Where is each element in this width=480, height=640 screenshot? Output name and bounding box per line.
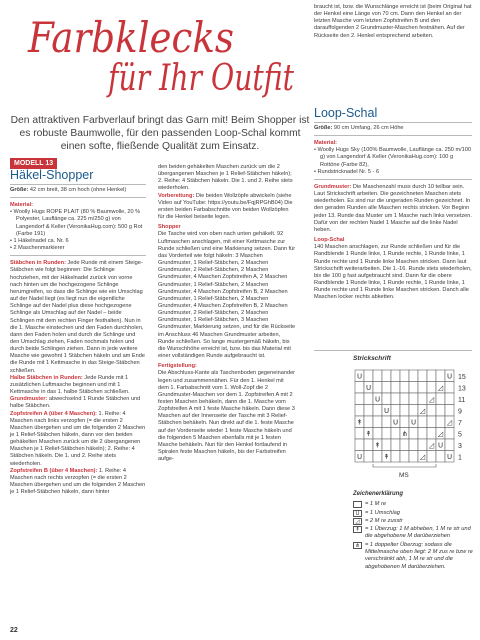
- knit-cell: [382, 439, 391, 451]
- column-1: [10, 187, 146, 496]
- p5-label: Zopfstreifen B (über 4 Maschen):: [10, 467, 98, 474]
- knit-cell: [373, 416, 382, 428]
- knit-cell: [400, 416, 409, 428]
- knit-cell: [400, 451, 409, 463]
- knit-cell: [400, 439, 409, 451]
- knit-cell: [418, 393, 427, 405]
- legend-text: = 1 doppelter Überzug: sodass die Mittelmasche oben liegt: 2 M zus re bzw re verschränkt abh, 1 M re str und die abgehobenen M darüberziehen.: [365, 541, 473, 570]
- c2d-text: Die Abschluss-Kante als Taschenboden gegeneinander legen und zusammennähen. Für den 1. Henkel mit dem 1. Farbabschnitt vom 1. Woll-Zopf die 2 Grundmuster-Maschen vor dem 1. Zopfstreifen A mit 2 festen Maschen behäkeln, dann die 1. Masche vom Zopfstreifen A mit 1 feste Masche häkeln. Dann diese 3 Maschen auf der Innenseite der Tasche mit 3 Relief-Stäbchen behäkeln. Nun direkt auf die 1. feste Masche auf der Vorderseite wieder 1 feste Masche häkeln und die folgenden 5 Maschen ebenfalls mit je 1 festen Masche behäkeln. Nun für den Henkel fortlaufend in Spiralen feste Maschen häkeln, bis der Farbstreifen aufge-: [158, 370, 296, 463]
- knit-cell: [409, 405, 418, 417]
- c2c-text: Die Tasche wird von oben nach unten gehäkelt. 92 Luftmaschen anschlagen, mit einer Kettmasche zur Runde schließen und eine Markierung setzen. Dann für das Vorderteil wie folgt häkeln: 3 Maschen Grundmuster, 1 Relief-Stäbchen, 2 Maschen Grundmuster, 2 Relief-Stäbchen, 2 Maschen Grundmuster, 4 Maschen Zopfstreifen A, 2 Maschen Grundmuster, 1 Relief-Stäbchen, 2 Maschen Grundmuster, 4 Maschen Zopfstreifen B, 2 Maschen Grundmuster, 1 Relief-Stäbchen, 2 Maschen Grundmuster, 4 Maschen Zopfstreifen B, 2 Maschen Grundmuster, 2 Relief-Stäbchen, 2 Maschen Grundmuster, 1 Relief-Stäbchen, 3 Maschen Grundmuster, Markierung setzen, und für die Rückseite im Anschluss 46 Maschen Grundmuster arbeiten, Runde schließen. So lange mustergemäß häkeln, bis die Wunschhöhe erreicht ist, bzw. bis das Material mit einer vollständigen Runde aufgebraucht ist.: [158, 231, 296, 360]
- knit-cell: [418, 382, 427, 394]
- knit-cell: [436, 451, 445, 463]
- knit-cell: [409, 382, 418, 394]
- shopper-material-item: • 1 Häkelnadel ca. Nr. 6: [10, 237, 69, 244]
- knit-cell: [382, 416, 391, 428]
- shopper-material-rule: [10, 255, 146, 256]
- knit-cell: [373, 428, 382, 440]
- knit-cell: [391, 382, 400, 394]
- knit-cell: [436, 393, 445, 405]
- legend-symbol: ↟: [353, 526, 362, 533]
- knit-cell: [364, 405, 373, 417]
- knit-cell-symbol: ↟: [383, 453, 390, 462]
- legend-row: [353, 526, 475, 541]
- model-badge: MODELL 13: [10, 158, 57, 169]
- headline-line2: [105, 50, 298, 100]
- p4-label: Zopfstreifen A (über 4 Maschen):: [10, 410, 97, 417]
- c3a-text: braucht ist, bzw. die Wunschlänge erreicht ist (beim Original hat der Henkel eine Länge von 70 cm. Dann den Henkel an der letzten Masche vom letzten Zopfstreifen B und den darauffolgenden 2 Grundmuster-Maschen festnähen. Auf der Rückseite den 2. Henkel entsprechend arbeiten.: [314, 4, 472, 39]
- loop-p1-text: Die Maschenzahl muss durch 10 teilbar sein. Laut Strickschrift arbeiten. Die gezeichneten Maschen stets wiederholen. Es sind nur die ungeraden Runden gezeichnet. In den geraden Runden alle Maschen rechts stricken. Vor Beginn jeder 13. Runde das Muster um 1 Masche nach links versetzen. Dafür von der rechten Nadel 1 Masche auf die linke Nadel heben.: [314, 183, 472, 233]
- knit-cell: [364, 370, 373, 382]
- legend-text: = 1 M re: [365, 501, 387, 508]
- loop-size-rule: [314, 135, 472, 136]
- knit-cell: [364, 416, 373, 428]
- knit-cell-symbol: U: [446, 453, 453, 462]
- knit-cell: [418, 416, 427, 428]
- p5-text: 1. Reihe: 4 Maschen nach rechts verzopfen (= die ersten 2 Maschen übergehen und um die folgenden 2 Maschen je 1 Relief-Stäbchen häkeln, dann hinter: [10, 467, 146, 496]
- knit-cell-symbol: U: [383, 407, 390, 416]
- knit-row-number: 3: [458, 443, 462, 451]
- knit-cell: [427, 428, 436, 440]
- knit-cell-symbol: ↟: [356, 418, 363, 427]
- knit-cell: [409, 393, 418, 405]
- knit-cell-symbol: U: [365, 384, 372, 393]
- knit-row-number: 1: [458, 454, 462, 462]
- knit-cell-symbol: U: [437, 441, 444, 450]
- knit-cell: [391, 393, 400, 405]
- knit-row-number: 9: [458, 408, 462, 416]
- column-3: [314, 4, 472, 40]
- knit-cell: [409, 439, 418, 451]
- legend-row: [353, 542, 475, 571]
- knit-cell: [373, 382, 382, 394]
- knit-cell-symbol: U: [410, 418, 417, 427]
- ms-label: MS: [399, 472, 409, 479]
- chart-title: Strickschrift: [353, 355, 391, 362]
- knit-cell: [391, 370, 400, 382]
- shopper-title-rule: [10, 184, 146, 185]
- c2a-text: den beiden gehäkelten Maschen zurück um die 2 übergangenen Maschen je 1 Relief-Stäbchen häkeln); 2. Reihe: 4 Stäbchen häkeln. Die 1. und 2. Reihe stets wiederholen.: [158, 164, 293, 192]
- legend-row: [353, 518, 475, 525]
- loop-material-item: • Woolly Hugs Sky (100% Baumwolle, Lauflänge ca. 250 m/100 g) von Langendorf & Keller (VeronikaHug.com): 100 g Rottöne (Farbe 82),: [314, 147, 472, 168]
- knit-cell-symbol: U: [374, 395, 381, 404]
- knit-row-number: 13: [458, 385, 466, 393]
- knit-cell: [382, 393, 391, 405]
- knit-cell-symbol: U: [446, 372, 453, 381]
- knit-cell: [427, 382, 436, 394]
- p1-text: Jede Runde mit einem Steige-Stäbchen wie folgt beginnen: Die Schlinge hochziehen, mit der Häkelnadel zurück von vorne nach hinten um die hochgezogene Schlinge herumgreifen, so dass die Schlinge wie ein Umschlag auf der Nadel liegt (es liegt nun die eigentliche Schlinge auf der Nadel plus diese hochgezogene Schlinge als Umschlag auf der Nadel – beide Schlingen mit dem rechten Finger festhalten). Nun in die 1. Masche einstechen und den Faden durchholen, dann den Faden holen und durch die Schlinge und den Umschlag ziehen, Faden nochmals holen und durch beide Schlingen ziehen. Dann in jede weitere Masche wie gewohnt 1 Stäbchen häkeln und am Ende die Runde mit 1 Kettmasche in das Steige-Stäbchen schließen.: [10, 260, 145, 374]
- knit-cell: [382, 370, 391, 382]
- knit-row-numbers: [458, 374, 466, 462]
- knit-row-number: 5: [458, 431, 462, 439]
- legend-title: Zeichenerklärung: [353, 491, 404, 497]
- legend-row: [353, 510, 475, 517]
- knit-cell: [427, 370, 436, 382]
- knit-row-number: 15: [458, 374, 466, 382]
- headline-line1-text: Farbklecks: [27, 13, 235, 62]
- knit-cell: [373, 405, 382, 417]
- loop-material-item-text: Rundstricknadel Nr. 5 - 6: [317, 168, 380, 175]
- loop-material-label: Material:: [314, 140, 338, 147]
- shopper-material-item-text: 1 Häkelnadel ca. Nr. 6: [13, 237, 69, 244]
- knit-cell-symbol: ◿: [437, 430, 444, 439]
- knit-cell: [418, 439, 427, 451]
- column-3-loop: [314, 125, 472, 301]
- knit-cell: [445, 428, 454, 440]
- knit-cell: [436, 416, 445, 428]
- legend-symbol: ◿: [353, 518, 362, 525]
- knitting-chart: [353, 368, 475, 480]
- knit-cell-symbol: U: [356, 453, 363, 462]
- knit-cell: [409, 428, 418, 440]
- p2-label: Halbe Stäbchen in Runden:: [10, 374, 83, 381]
- loop-p2-text: 140 Maschen anschlagen, zur Runde schließen und für die Randblende 1 Runde linke, 1 Runde rechte, 1 Runde linke, 1 Runde rechte und 1 Runde linke Maschen stricken. Dann laut Strickschrift weiterarbeiten. Die 1.-16. Runde stets wiederholen, bis die 100 g fast aufgebraucht sind. Dann für die obere Randblende 1 Runde linke, 1 Runde rechte, 1 Runde linke, 1 Runde rechte und 1 Runde linke Maschen stricken. Danch alle Maschen locker rechts abketten.: [314, 244, 472, 301]
- headline-line2-text: für Ihr Outfit: [105, 58, 295, 99]
- knit-cell: [364, 439, 373, 451]
- shopper-size-label: Größe:: [10, 187, 29, 193]
- knit-cell: [400, 370, 409, 382]
- shopper-material-item: • 2 Maschenmarkierer: [10, 245, 65, 252]
- intro-text: Den attraktiven Farbverlauf bringt das Garn mit! Beim Shopper ist es robuste Baumwolle, für den passenden Loop-Schal kommt einen softe, fließende Qualität zum Einsatz.: [10, 115, 310, 153]
- knit-cell: [373, 451, 382, 463]
- knit-cell: [391, 405, 400, 417]
- loop-material-item-text: Woolly Hugs Sky (100% Baumwolle, Lauflänge ca. 250 m/100 g) von Langendorf & Keller (VeronikaHug.com): 100 g Rottöne (Farbe 82),: [317, 147, 472, 168]
- knit-cell: [400, 382, 409, 394]
- knit-cell-symbol: ◿: [428, 395, 435, 404]
- chart-top-rule: [314, 350, 472, 351]
- knit-cell: [427, 416, 436, 428]
- c2b-text: Die beiden Wollzöpfe abwickeln (siehe Video auf YouTube: https://youtu.be/FqjRPGhB04) Die ersten beiden Farbabschnitte von beiden Wollzöpfen für die Henkel beiseite legen.: [158, 192, 293, 221]
- legend: [353, 491, 475, 572]
- knit-cell: [400, 405, 409, 417]
- ms-bracket: [373, 464, 436, 467]
- knit-cell: [382, 382, 391, 394]
- c2c-label: Shopper: [158, 224, 181, 231]
- knit-cell: [427, 405, 436, 417]
- loop-material-item: • Rundstricknadel Nr. 5 - 6: [314, 168, 380, 175]
- knit-cell: [445, 405, 454, 417]
- loop-p2-label: Loop-Schal: [314, 237, 345, 244]
- shopper-material-item-text: 2 Maschenmarkierer: [13, 245, 65, 252]
- knit-cell-symbol: U: [356, 372, 363, 381]
- c2b-label: Vorbereitung:: [158, 192, 195, 199]
- knit-cell-symbol: ↟: [365, 430, 372, 439]
- legend-text: = 2 M re zusstr: [365, 517, 403, 524]
- legend-symbol: [353, 501, 362, 508]
- knit-cell-symbol: U: [392, 418, 399, 427]
- legend-symbol: U: [353, 510, 362, 517]
- knit-cell: [418, 428, 427, 440]
- shopper-size: 42 cm breit, 38 cm hoch (ohne Henkel): [29, 187, 127, 193]
- knit-cell: [355, 405, 364, 417]
- knit-cell: [436, 370, 445, 382]
- loop-p1-label: Grundmuster:: [314, 183, 352, 190]
- shopper-size-rule: [10, 197, 146, 198]
- knit-cell: [445, 439, 454, 451]
- legend-text: = 1 Umschlag: [365, 509, 400, 516]
- p3-label: Grundmuster:: [10, 396, 48, 403]
- legend-symbol: ⋔: [353, 542, 362, 549]
- knit-cell: [445, 382, 454, 394]
- knit-cell: [427, 451, 436, 463]
- p3-text: abwechselnd 1 Runde Stäbchen und halbe Stäbchen.: [10, 396, 141, 410]
- knit-cell-symbol: ↟: [374, 441, 381, 450]
- c2d-label: Fertigstellung:: [158, 363, 197, 370]
- legend-row: [353, 501, 475, 508]
- page-number: 22: [10, 627, 18, 634]
- p4-text: 1. Reihe: 4 Maschen nach links verzopfen (= die ersten 2 Maschen übergehen und um die folgenden 2 Maschen je 1 Relief-Stäbchen häkeln, dann vor den beiden gehäkelten Maschen zurück um die 2 übergangenen Maschen je 1 Relief-Stäbchen häkeln); 2. Reihe: 4 Stäbchen häkeln. Die 1. und 2. Reihe stets wiederholen.: [10, 410, 146, 467]
- knit-cell: [382, 428, 391, 440]
- knit-cell: [445, 393, 454, 405]
- loop-size: 90 cm Umfang, 26 cm Höhe: [333, 125, 404, 131]
- knit-cell-symbol: ⋔: [401, 430, 408, 439]
- knit-cell: [400, 393, 409, 405]
- shopper-material-item: • Woolly Hugs ROPE PLAIT (80 % Baumwolle, 20 % Polyester, Lauflänge ca. 225 m/250 g) von Langendorf & Keller (VeronikaHug.com): 500 g Rot (Farbe 191): [10, 209, 143, 237]
- knit-cell: [364, 393, 373, 405]
- knit-cell: [355, 439, 364, 451]
- shopper-material-label: Material:: [10, 202, 34, 209]
- knit-cell-symbol: ◿: [437, 384, 444, 393]
- knit-cell: [391, 451, 400, 463]
- loop-title: Loop-Schal: [314, 106, 378, 120]
- knit-cell: [355, 393, 364, 405]
- loop-size-label: Größe:: [314, 125, 333, 131]
- knit-cell-symbol: ◿: [446, 418, 453, 427]
- knit-cell: [355, 382, 364, 394]
- loop-title-rule: [314, 122, 472, 123]
- knit-cell: [391, 428, 400, 440]
- knit-cell-symbol: ◿: [428, 441, 435, 450]
- knit-cell: [436, 405, 445, 417]
- column-2: [158, 164, 296, 463]
- p1-label: Stäbchen in Runden:: [10, 260, 66, 267]
- loop-material-rule: [314, 179, 472, 180]
- legend-text: = 1 Überzug: 1 M abheben, 1 M re str und die abgehobene M darüberziehen: [365, 526, 471, 540]
- knit-row-number: 7: [458, 420, 462, 428]
- knit-cell: [409, 451, 418, 463]
- knit-row-number: 11: [458, 397, 466, 405]
- shopper-material-item-text: Woolly Hugs ROPE PLAIT (80 % Baumwolle, 20 % Polyester, Lauflänge ca. 225 m/250 g) von Langendorf & Keller (VeronikaHug.com): 500 g Rot (Farbe 191): [13, 209, 143, 237]
- knit-cell: [373, 370, 382, 382]
- knit-cell: [391, 439, 400, 451]
- p2-text: Jede Runde mit 1 zusätzlichen Luftmasche beginnen und mit 1 Kettmasche in das 1. halbe Stäbchen schließen.: [10, 374, 130, 396]
- knit-cell: [418, 370, 427, 382]
- knit-cell: [364, 451, 373, 463]
- knit-cell-symbol: ◿: [419, 407, 426, 416]
- knit-cell: [409, 370, 418, 382]
- knit-cell-symbol: ◿: [419, 453, 426, 462]
- shopper-title: Häkel-Shopper: [10, 168, 94, 182]
- knit-grid: [355, 370, 454, 467]
- knit-cell: [355, 428, 364, 440]
